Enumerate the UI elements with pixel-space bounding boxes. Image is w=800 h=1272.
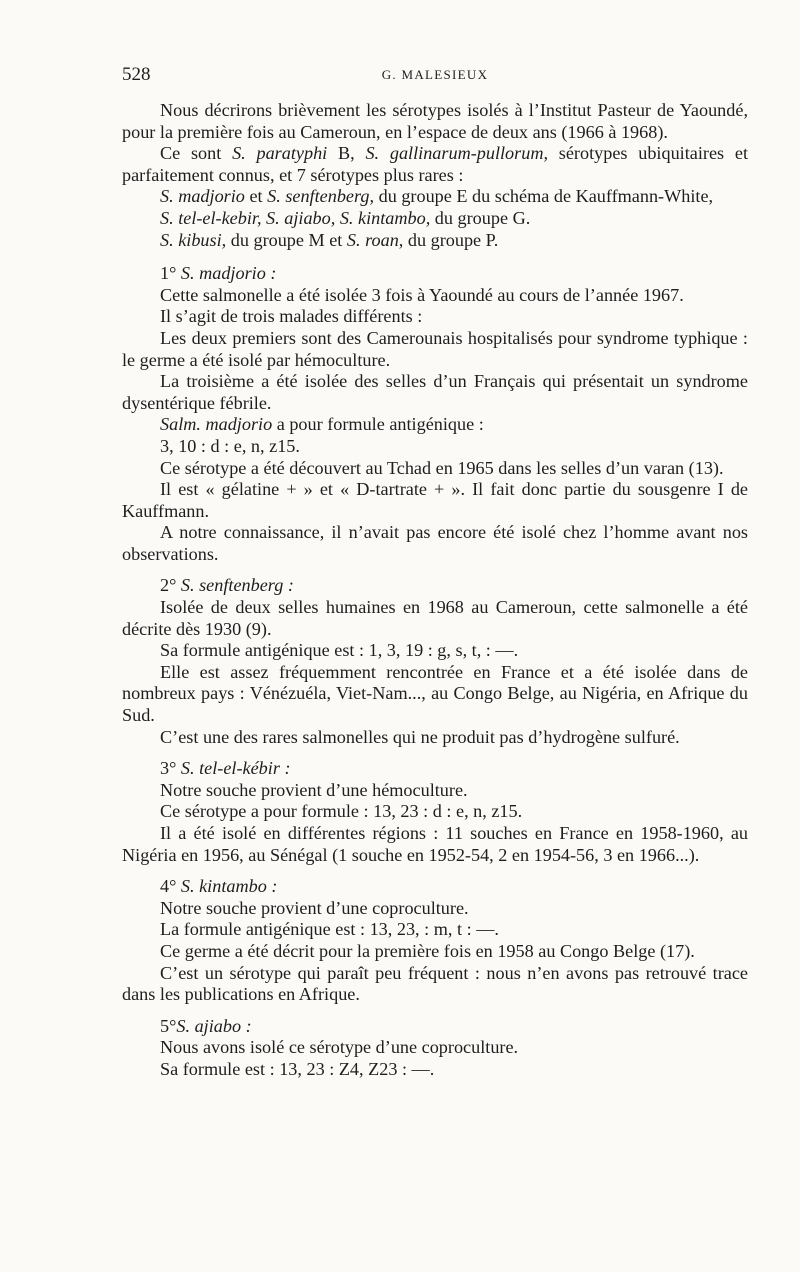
group-e-line: S. madjorio et S. senftenberg, du groupe E du schéma de Kauffmann-White,	[160, 186, 714, 207]
section-heading-tel-el-kebir: 3° S. tel-el-kébir :	[160, 758, 291, 779]
antigen-formula: La formule antigénique est : 13, 23, : m, t : —.	[160, 919, 499, 940]
antigen-formula: Ce sérotype a pour formule : 13, 23 : d : e, n, z15.	[160, 801, 523, 822]
section-heading-kintambo: 4° S. kintambo :	[160, 876, 278, 897]
antigen-formula: Sa formule antigénique est : 1, 3, 19 : g, s, t, : —.	[160, 640, 519, 661]
group-m-p-line: S. kibusi, du groupe M et S. roan, du groupe P.	[160, 229, 499, 250]
paragraph: Il s’agit de trois malades différents :	[160, 306, 423, 327]
paragraph: Ce sérotype a été découvert au Tchad en 1965 dans les selles d’un varan (13).	[160, 457, 724, 478]
paragraph: Elle est assez fréquemment rencontrée en France et a été isolée dans de nombreux pays : Vénézuéla, Viet-Nam..., au Congo Belge, au Nigéria, en Afrique du Sud.	[122, 661, 748, 726]
paragraph: Nous avons isolé ce sérotype d’une coproculture.	[160, 1037, 519, 1058]
section-heading-madjorio: 1° S. madjorio :	[160, 263, 277, 284]
paragraph: Les deux premiers sont des Camerounais hospitalisés pour syndrome typhique : le germe a été isolé par hémoculture.	[122, 327, 748, 370]
running-head: G. MALESIEUX	[381, 67, 489, 82]
article-body	[122, 100, 748, 1081]
paragraph: A notre connaissance, il n’avait pas encore été isolé chez l’homme avant nos observations.	[122, 522, 748, 564]
group-g-line: S. tel-el-kebir, S. ajiabo, S. kintambo, du groupe G.	[160, 207, 531, 228]
paragraph: Il a été isolé en différentes régions : 11 souches en France en 1958-1960, au Nigéria en 1956, au Sénégal (1 souche en 1952-54, 2 en 1954-56, 3 en 1966...).	[122, 823, 748, 865]
page-header	[122, 64, 748, 88]
paragraph: Notre souche provient d’une coproculture.	[160, 897, 469, 918]
paragraph: Isolée de deux selles humaines en 1968 au Cameroun, cette salmonelle a été décrite dès 1930 (9).	[122, 597, 748, 639]
serotypes-paragraph: Ce sont S. paratyphi B, S. gallinarum-pullorum, sérotypes ubiquitaires et parfaitement connus, et 7 sérotypes plus rares :	[122, 143, 749, 185]
intro-paragraph: Nous décrirons brièvement les sérotypes isolés à l’Institut Pasteur de Yaoundé, pour la première fois au Cameroun, en l’espace de deux ans (1966 à 1968).	[122, 100, 748, 142]
paragraph: Notre souche provient d’une hémoculture.	[160, 779, 468, 800]
paragraph: C’est un sérotype qui paraît peu fréquent : nous n’en avons pas retrouvé trace dans les publications en Afrique.	[122, 962, 748, 1005]
page-number: 528	[122, 64, 151, 85]
section-heading-ajiabo: 5°S. ajiabo :	[160, 1015, 252, 1036]
paragraph: Ce germe a été décrit pour la première fois en 1958 au Congo Belge (17).	[160, 940, 695, 961]
paragraph: La troisième a été isolée des selles d’un Français qui présentait un syndrome dysentérique fébrile.	[122, 371, 748, 413]
antigen-formula: Sa formule est : 13, 23 : Z4, Z23 : —.	[160, 1058, 435, 1079]
paragraph: Il est « gélatine + » et « D-tartrate + ». Il fait donc partie du sousgenre I de Kauffmann.	[122, 479, 748, 521]
paragraph: Salm. madjorio a pour formule antigénique :	[160, 414, 484, 435]
paragraph: Cette salmonelle a été isolée 3 fois à Yaoundé au cours de l’année 1967.	[160, 284, 684, 305]
antigen-formula: 3, 10 : d : e, n, z15.	[160, 435, 300, 456]
section-heading-senftenberg: 2° S. senftenberg :	[160, 575, 294, 596]
paragraph: C’est une des rares salmonelles qui ne produit pas d’hydrogène sulfuré.	[160, 726, 680, 747]
